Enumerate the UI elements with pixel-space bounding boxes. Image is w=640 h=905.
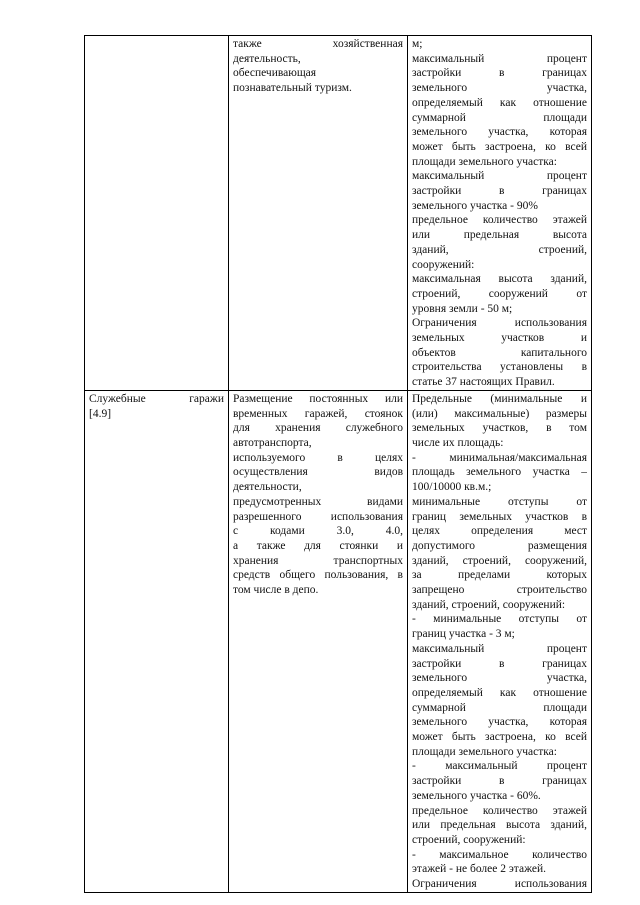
text-line: для хранения служебного — [233, 422, 403, 435]
text-line: используемого в целях — [233, 451, 403, 464]
text-line: Размещение постоянных или — [233, 392, 403, 405]
text-line: целях определения мест — [412, 525, 587, 538]
text-line: предусмотренных видами — [233, 495, 403, 508]
text-line: уровня земли - 50 м; — [412, 302, 513, 315]
text-line: 100/10000 кв.м.; — [412, 481, 492, 494]
text-line: строений, сооружений: — [412, 833, 526, 846]
text-line: (или) максимальные) размеры — [412, 407, 587, 420]
text-line: строительства установлены в — [412, 361, 587, 374]
text-line: - максимальное количество — [412, 848, 587, 861]
text-line: площадь земельного участка – — [412, 466, 587, 479]
text-line: деятельности, — [233, 481, 302, 494]
text-line: предельное количество этажей — [412, 214, 587, 227]
cell-use-description — [229, 36, 408, 391]
text-line: застройки в границах — [412, 67, 587, 80]
text-line: осуществления видов — [233, 466, 403, 479]
text-line: может быть застроена, ко всей — [412, 731, 587, 744]
text-line: земельного участка, которая — [412, 716, 587, 729]
text-line: статье 37 настоящих Правил. — [412, 376, 555, 389]
text-line: [4.9] — [89, 407, 112, 420]
text-line: с кодами 3.0, 4.0, — [233, 525, 403, 538]
text-line: зданий, строений, — [412, 243, 587, 256]
text-line: средств общего пользования, в — [233, 569, 403, 582]
text-line: - максимальный процент — [412, 760, 587, 773]
text-line: площади земельного участка: — [412, 155, 557, 168]
text-line: Ограничения использования — [412, 878, 587, 891]
text-line: также хозяйственная — [233, 38, 403, 50]
text-line: земельного участка, — [412, 672, 587, 685]
cell-use-name — [85, 390, 229, 892]
text-line: за пределами которых — [412, 569, 587, 582]
text-line: границ участка - 3 м; — [412, 628, 515, 641]
text-line: разрешенного использования — [233, 510, 403, 523]
text-line: - минимальная/максимальная — [412, 451, 587, 464]
text-line: земельных участков, в том — [412, 422, 587, 435]
text-line: максимальный процент — [412, 170, 587, 183]
text-line: том числе в депо. — [233, 584, 319, 597]
text-line: застройки в границах — [412, 185, 587, 198]
text-line: Предельные (минимальные и — [412, 392, 587, 405]
cell-use-name — [85, 36, 229, 391]
text-line: определяемый как отношение — [412, 96, 587, 109]
text-line: хранения транспортных — [233, 554, 403, 567]
text-line: этажей - не более 2 этажей. — [412, 863, 547, 876]
text-line: площади земельного участка: — [412, 745, 557, 758]
text-line: познавательный туризм. — [233, 82, 352, 95]
table-row — [85, 390, 592, 892]
text-line: земельного участка, — [412, 82, 587, 95]
text-line: застройки в границах — [412, 775, 587, 788]
text-line: зданий, строений, сооружений: — [412, 598, 566, 611]
text-line: определяемый как отношение — [412, 686, 587, 699]
text-line: числе их площадь: — [412, 436, 504, 449]
text-line: суммарной площади — [412, 701, 587, 714]
text-line: м; — [412, 38, 423, 50]
text-line: допустимого размещения — [412, 539, 587, 552]
text-line: застройки в границах — [412, 657, 587, 670]
text-line: максимальный процент — [412, 52, 587, 65]
text-line: или предельная высота зданий, — [412, 819, 587, 832]
text-line: границ земельных участков в — [412, 510, 587, 523]
text-line: строений, сооружений от — [412, 287, 587, 300]
text-line: Служебные гаражи — [89, 392, 224, 405]
text-line: запрещено строительство — [412, 584, 587, 597]
text-line: деятельность, — [233, 52, 301, 65]
text-line: автотранспорта, — [233, 436, 312, 449]
text-line: земельного участка, которая — [412, 126, 587, 139]
text-line: - минимальные отступы от — [412, 613, 587, 626]
text-line: предельное количество этажей — [412, 804, 587, 817]
text-line: может быть застроена, ко всей — [412, 140, 587, 153]
text-line: зданий, строений, сооружений, — [412, 554, 587, 567]
text-line: обеспечивающая — [233, 67, 317, 80]
text-line: объектов капитального — [412, 346, 587, 359]
text-line: суммарной площади — [412, 111, 587, 124]
table-row — [85, 36, 592, 391]
text-line: максимальная высота зданий, — [412, 273, 587, 286]
text-line: минимальные отступы от — [412, 495, 587, 508]
cell-parameters — [408, 36, 592, 391]
text-line: Ограничения использования — [412, 317, 587, 330]
text-line: земельного участка - 90% — [412, 199, 538, 212]
text-line: земельных участков и — [412, 332, 587, 345]
text-line: земельного участка - 60%. — [412, 789, 541, 802]
text-line: временных гаражей, стоянок — [233, 407, 403, 420]
cell-use-description — [229, 390, 408, 892]
land-use-table — [84, 35, 592, 893]
text-line: а также для стоянки и — [233, 539, 403, 552]
text-line: сооружений: — [412, 258, 475, 271]
cell-parameters — [408, 390, 592, 892]
text-line: или предельная высота — [412, 229, 587, 242]
text-line: максимальный процент — [412, 642, 587, 655]
